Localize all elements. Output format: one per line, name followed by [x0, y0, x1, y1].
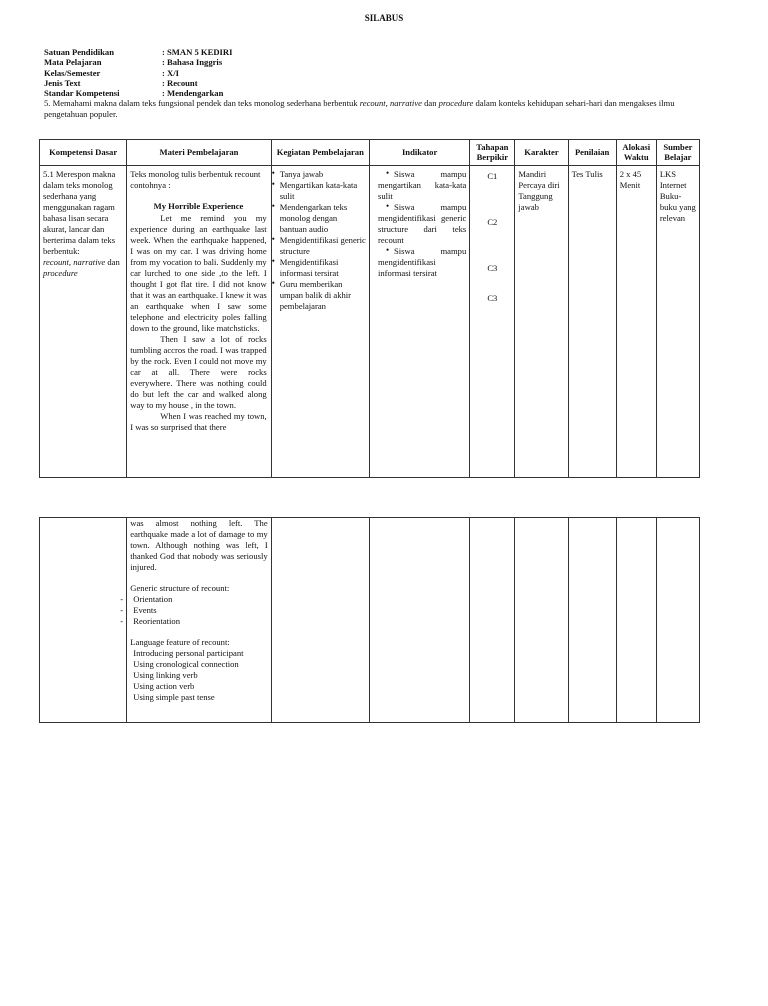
list-item: • Mengidentifikasi generic structure	[275, 235, 366, 257]
indikator-list	[373, 169, 466, 279]
meta-label: Satuan Pendidikan	[44, 47, 114, 57]
features-title: Language feature of recount:	[130, 637, 230, 647]
indikator-cell	[369, 166, 469, 478]
standard-competence-text	[44, 98, 704, 120]
story-paragraph: was almost nothing left. The earthquake made a lot of damage to my town. Although nothing was left, I thanked God that nobody was seriously injured.	[130, 518, 268, 572]
kd-text: 5.1 Merespon makna dalam teks monolog sederhana yang menggunakan ragam bahasa lisan secara akurat, lancar dan berterima dalam teks berbentuk:	[43, 169, 116, 256]
list-item: • Mengidentifikasi informasi tersirat	[275, 257, 366, 279]
tahapan-item: C2	[487, 217, 498, 227]
meta-label: Kelas/Semester	[44, 67, 101, 78]
list-item: • Siswa mampu mengartikan kata-kata sulit	[373, 169, 466, 202]
std-italic: procedure	[438, 98, 474, 109]
meta-standar	[44, 88, 704, 98]
header-indikator: Indikator	[369, 140, 469, 166]
kd-italic: procedure	[43, 268, 78, 278]
meta-label: Standar Kompetensi	[44, 88, 120, 99]
karakter-cell: Mandiri Percaya diri Tanggung jawab	[515, 166, 568, 478]
meta-mapel	[44, 57, 704, 67]
alokasi-cell: 2 x 45 Menit	[616, 166, 656, 478]
list-item: • Siswa mampu mengidentifikasi generic structure dari teks recount	[373, 202, 466, 246]
list-item: • Mendengarkan teks monolog dengan bantuan audio	[275, 202, 366, 235]
document-title: SILABUS	[364, 13, 404, 23]
materi-cell	[127, 166, 271, 478]
list-item: Using cronological connection	[133, 659, 239, 669]
tahapan-item: C3	[487, 263, 498, 273]
header-kegiatan: Kegiatan Pembelajaran	[271, 140, 369, 166]
structure-item: Events	[133, 605, 157, 615]
meta-label: Jenis Text	[44, 77, 81, 88]
list-item: - Orientation	[120, 594, 173, 604]
list-item: - Events	[120, 605, 157, 615]
kegiatan-list	[275, 169, 366, 312]
meta-kelas	[44, 68, 704, 78]
meta-value: : Recount	[162, 77, 198, 88]
std-text: dalam konteks kehidupan sehari-hari dan mengakses ilmu pengetahuan populer.	[44, 98, 675, 120]
sumber-cell: LKS Internet Buku-buku yang relevan	[656, 166, 699, 478]
table-header-row	[40, 140, 700, 166]
tahapan-cell	[470, 166, 515, 478]
materi-intro: Teks monolog tulis berbentuk recount contohnya :	[130, 169, 261, 190]
empty-cell	[515, 518, 568, 723]
header-materi: Materi Pembelajaran	[127, 140, 271, 166]
empty-cell	[470, 518, 515, 723]
kegiatan-cell	[271, 166, 369, 478]
materi-cell-continued	[120, 518, 271, 723]
story-paragraph: Then I saw a lot of rocks tumbling accros the road. I was trapped by the rock. Even I could not move my car at all. There were rocks everywhere. There was nothing could do but left the car and walked along way to my house , in the town.	[130, 334, 267, 410]
list-item: Using simple past tense	[133, 692, 215, 702]
features-list	[130, 648, 267, 703]
kd-italic: recount, narrative	[43, 257, 106, 267]
empty-cell	[656, 518, 699, 723]
meta-label: Mata Pelajaran	[44, 57, 102, 68]
kd-cell-empty	[40, 518, 127, 723]
meta-value: : Mendengarkan	[162, 88, 224, 99]
penilaian-cell: Tes Tulis	[568, 166, 616, 478]
syllabus-table-page2	[39, 517, 700, 723]
header-sumber: Sumber Belajar	[656, 140, 699, 166]
table-row	[40, 166, 700, 478]
meta-value: : X/I	[162, 67, 179, 78]
list-item: Using linking verb	[133, 670, 198, 680]
list-item: • Mengartikan kata-kata sulit	[275, 180, 366, 202]
list-item: • Siswa mampu mengidentifikasi informasi tersirat	[373, 246, 466, 279]
meta-value: : SMAN 5 KEDIRI	[162, 47, 233, 57]
story-paragraph: When I was reached my town, I was so surprised that there	[130, 411, 267, 432]
meta-satuan	[44, 47, 704, 57]
tahapan-item: C1	[487, 171, 498, 181]
table-row	[40, 518, 700, 723]
syllabus-table-page1	[39, 139, 700, 478]
meta-jenis	[44, 78, 704, 88]
story-paragraph: Let me remind you my experience during an earthquake last week. When the earthquake happened, I was on my car. I was driving home from my vocation to bali. Suddenly my car lurched to one side ,to the left. I thought I got flat tire. I did not know that it was an earthquake. I knew it was an earthquake when I saw some telephone and electricity poles falling down to the ground, like matchsticks.	[130, 213, 267, 333]
structure-list	[120, 594, 267, 627]
empty-cell	[568, 518, 616, 723]
meta-value: : Bahasa Inggris	[162, 57, 223, 68]
list-item: Using action verb	[133, 681, 195, 691]
empty-cell	[271, 518, 369, 723]
header-kd: Kompetensi Dasar	[40, 140, 127, 166]
empty-cell	[369, 518, 469, 723]
structure-title: Generic structure of recount:	[130, 583, 230, 593]
header-karakter: Karakter	[515, 140, 568, 166]
tahapan-item: C3	[487, 293, 498, 303]
std-italic: recount, narrative	[359, 98, 422, 109]
std-text: dan	[421, 98, 439, 109]
header-tahapan: Tahapan Berpikir	[470, 140, 515, 166]
kd-cell	[40, 166, 127, 478]
list-item: • Tanya jawab	[275, 169, 366, 180]
kd-text: dan	[105, 257, 120, 267]
empty-cell	[616, 518, 656, 723]
header-alokasi: Alokasi Waktu	[616, 140, 656, 166]
list-item: • Guru memberikan umpan balik di akhir pembelajaran	[275, 279, 366, 312]
story-title: My Horrible Experience	[153, 201, 244, 211]
structure-item: Reorientation	[133, 616, 181, 626]
header-penilaian: Penilaian	[568, 140, 616, 166]
list-item: - Reorientation	[120, 616, 181, 626]
list-item: Introducing personal participant	[133, 648, 244, 658]
std-text: 5. Memahami makna dalam teks fungsional pendek dan teks monolog sederhana berbentuk	[44, 98, 360, 109]
document-meta	[44, 47, 704, 120]
structure-item: Orientation	[133, 594, 173, 604]
